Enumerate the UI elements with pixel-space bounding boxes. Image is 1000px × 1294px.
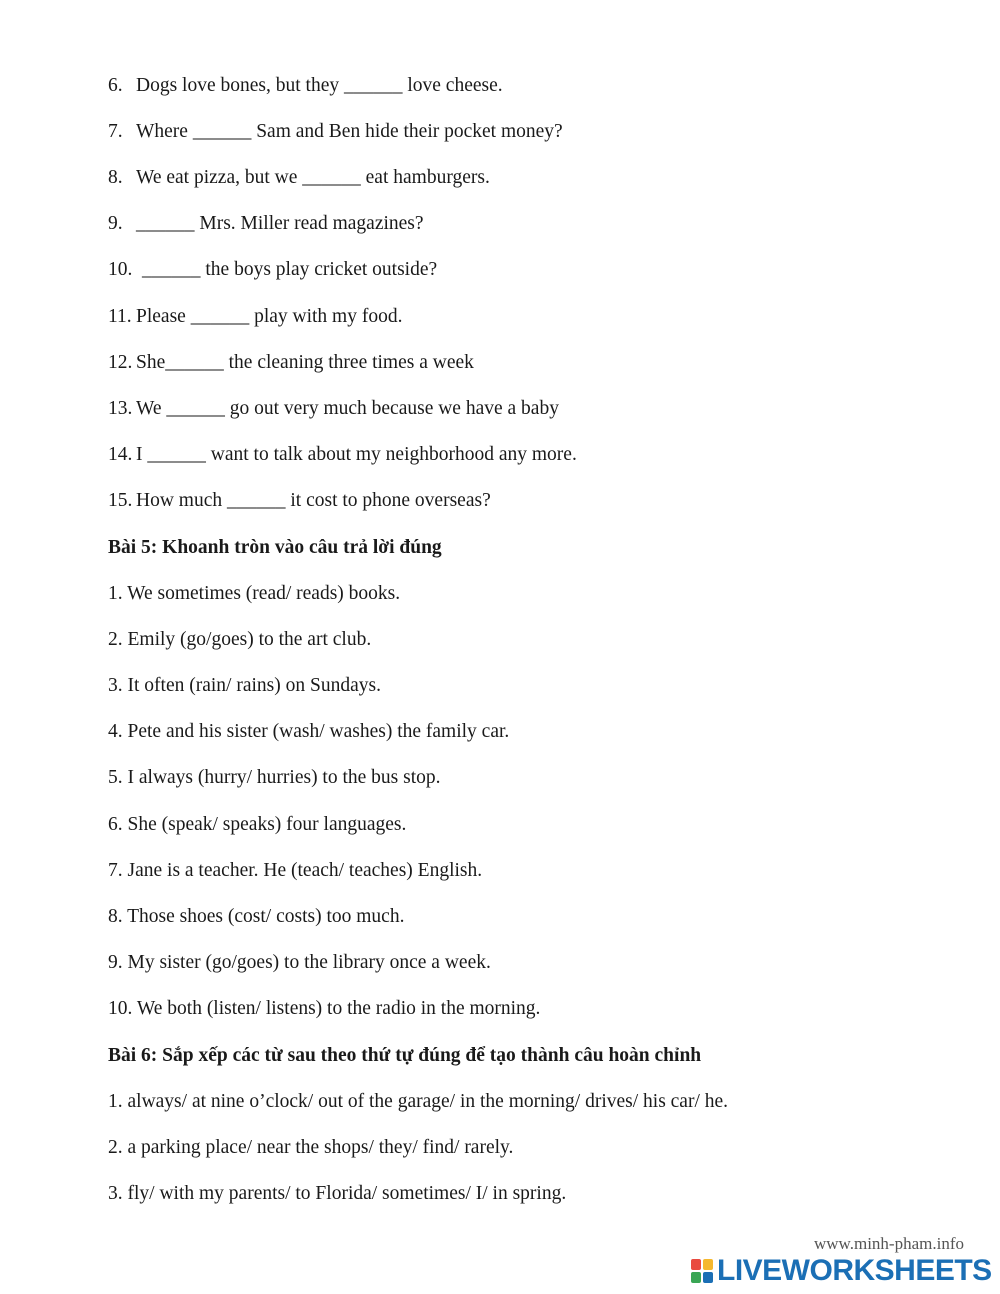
list-item: 2. Emily (go/goes) to the art club. (108, 629, 372, 650)
list-item: 10. We both (listen/ listens) to the radio in the morning. (108, 998, 541, 1019)
section-heading: Bài 5: Khoanh tròn vào câu trả lời đúng (108, 537, 442, 558)
list-item: 9. ______ Mrs. Miller read magazines? (108, 213, 424, 234)
list-item: 12. She______ the cleaning three times a week (108, 352, 474, 373)
list-item: 3. fly/ with my parents/ to Florida/ sometimes/ I/ in spring. (108, 1183, 567, 1204)
list-item: 9. My sister (go/goes) to the library once a week. (108, 952, 491, 973)
liveworksheets-wordmark: LIVEWORKSHEETS (717, 1254, 992, 1287)
list-item: 13. We ______ go out very much because we have a baby (108, 398, 559, 419)
list-item: 1. always/ at nine o’clock/ out of the garage/ in the morning/ drives/ his car/ he. (108, 1091, 729, 1112)
list-item: 8. We eat pizza, but we ______ eat hamburgers. (108, 167, 490, 188)
list-item: 3. It often (rain/ rains) on Sundays. (108, 675, 381, 696)
liveworksheets-logo-icon (691, 1258, 715, 1284)
section-heading: Bài 6: Sắp xếp các từ sau theo thứ tự đúng để tạo thành câu hoàn chỉnh (108, 1045, 702, 1066)
list-item: 4. Pete and his sister (wash/ washes) the family car. (108, 721, 510, 742)
list-item: 11. Please ______ play with my food. (108, 306, 403, 327)
watermark-url: www.minh-pham.info (814, 1234, 964, 1253)
list-item: 8. Those shoes (cost/ costs) too much. (108, 906, 405, 927)
list-item: 14. I ______ want to talk about my neighborhood any more. (108, 444, 577, 465)
list-item: 6. Dogs love bones, but they ______ love cheese. (108, 75, 503, 96)
list-item: 10. ______ the boys play cricket outside? (108, 259, 438, 280)
list-item: 7. Jane is a teacher. He (teach/ teaches) English. (108, 860, 483, 881)
list-item: 7. Where ______ Sam and Ben hide their pocket money? (108, 121, 563, 142)
liveworksheets-logo (691, 1256, 992, 1286)
list-item: 1. We sometimes (read/ reads) books. (108, 583, 401, 604)
list-item: 6. She (speak/ speaks) four languages. (108, 814, 407, 835)
list-item: 5. I always (hurry/ hurries) to the bus stop. (108, 767, 441, 788)
list-item: 2. a parking place/ near the shops/ they/ find/ rarely. (108, 1137, 514, 1158)
list-item: 15. How much ______ it cost to phone overseas? (108, 490, 491, 511)
